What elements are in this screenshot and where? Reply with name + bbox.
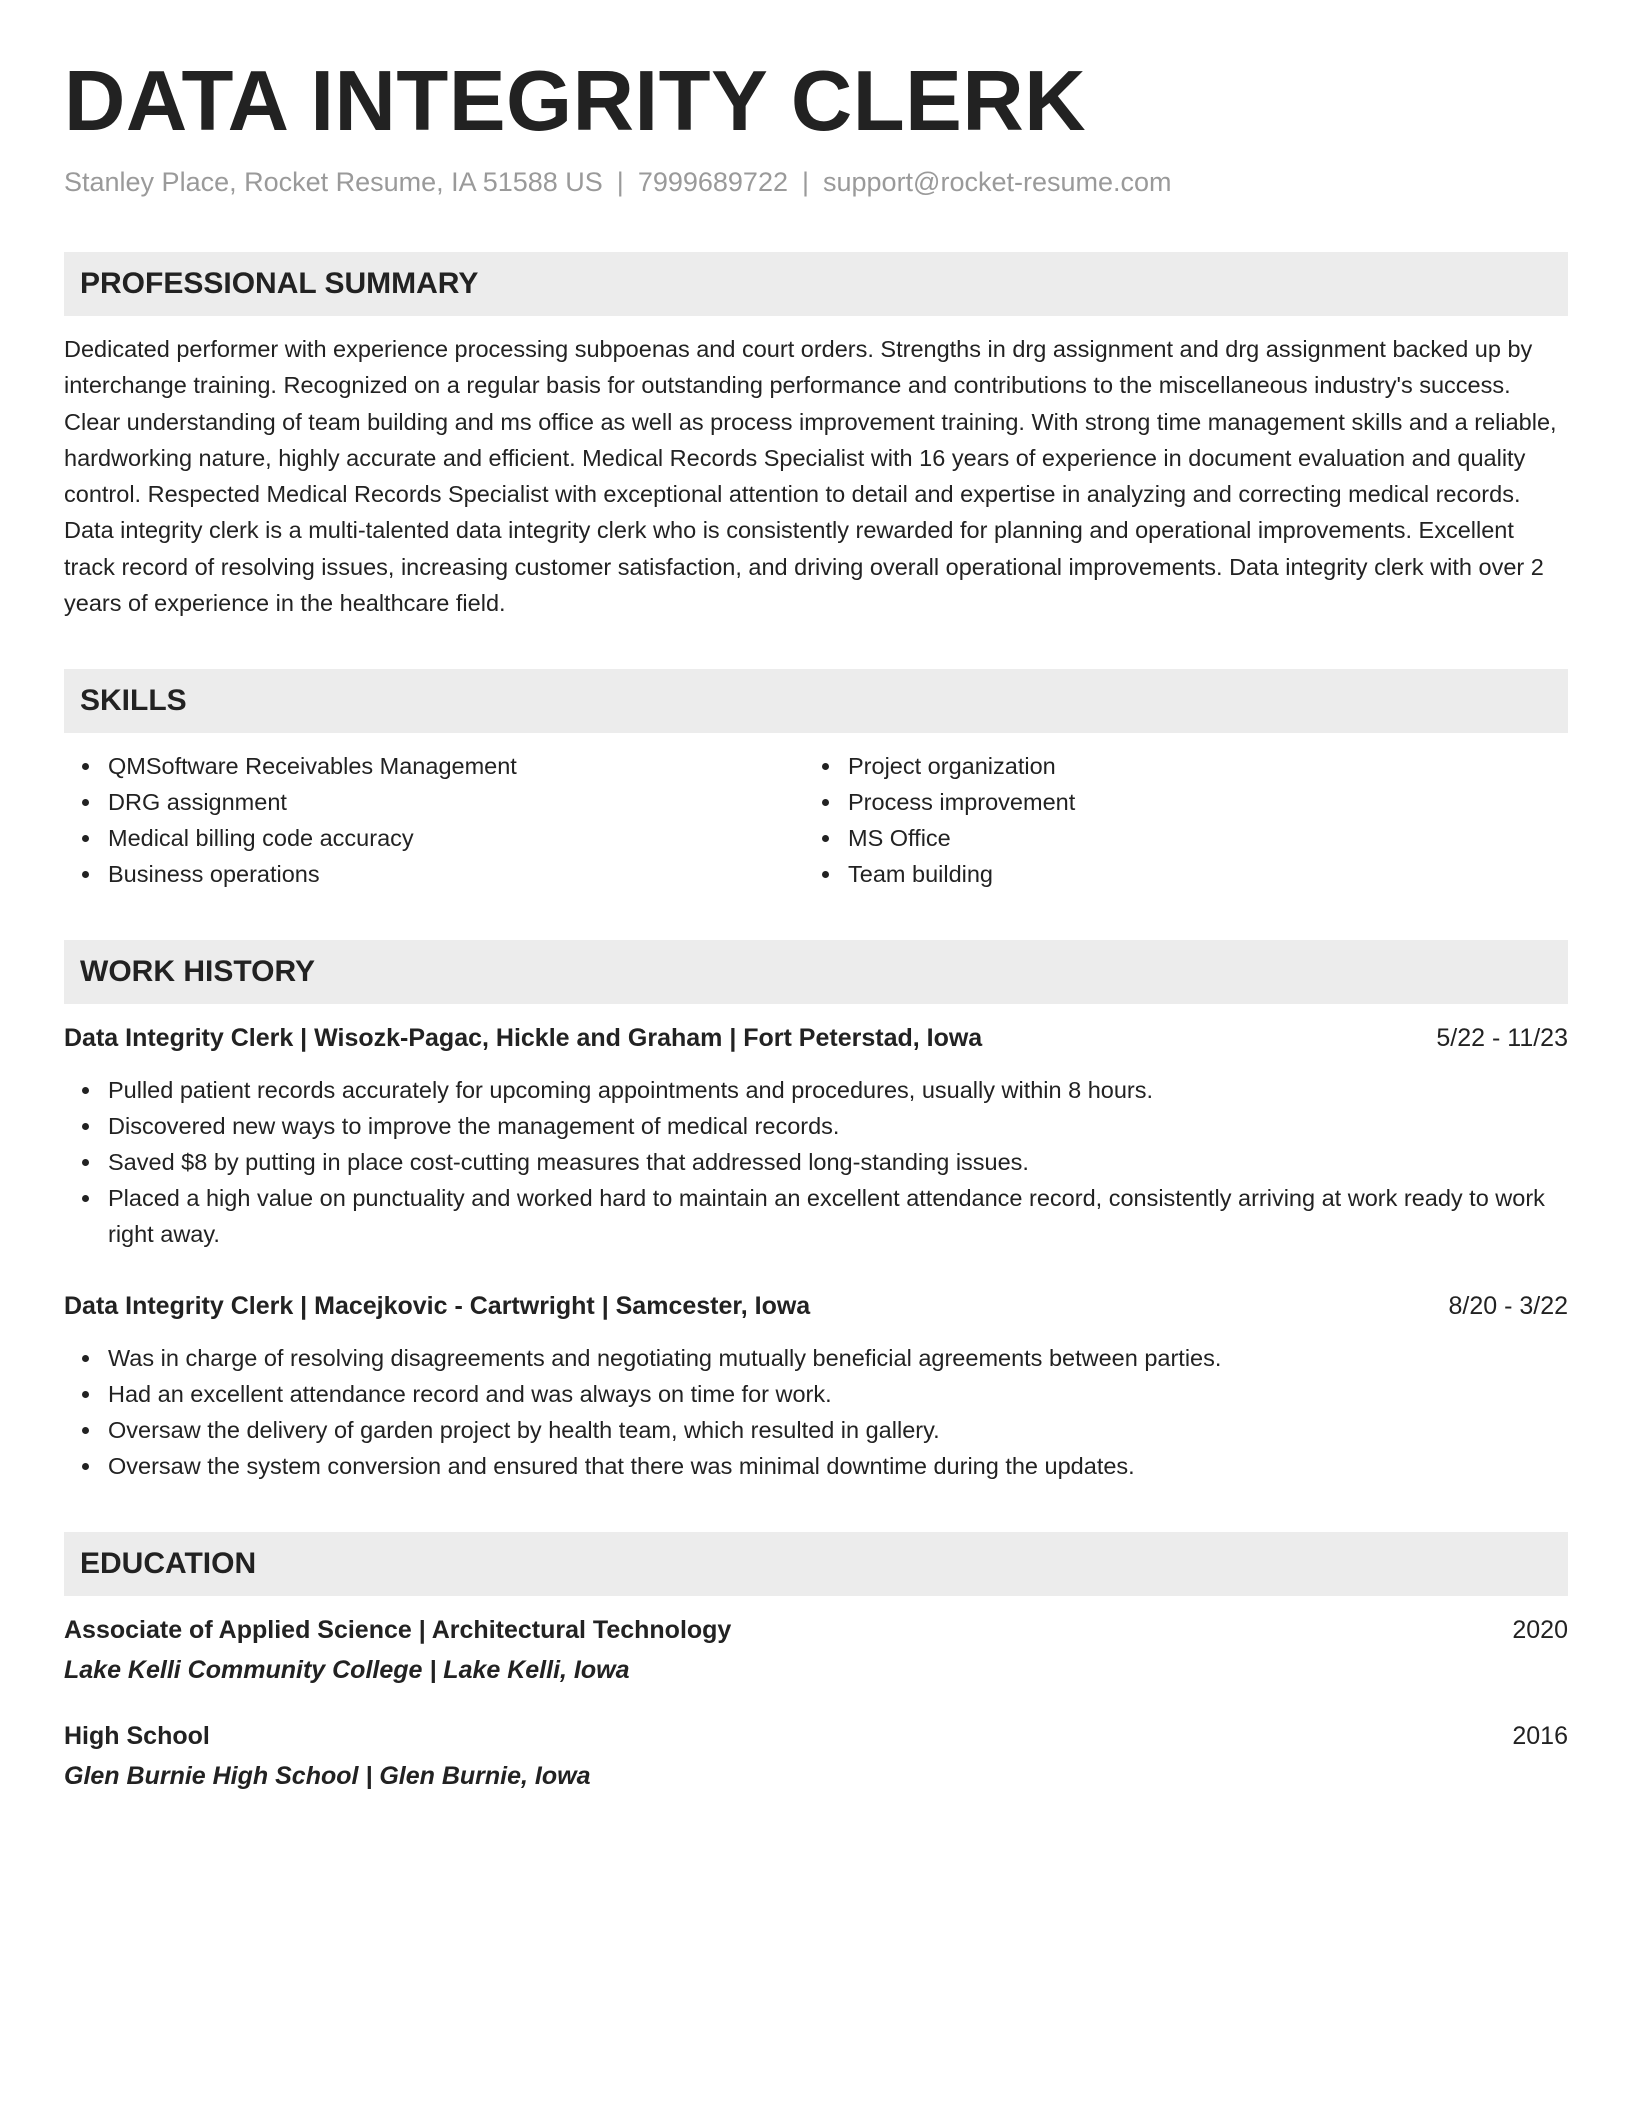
- skills-section-heading: SKILLS: [64, 669, 1568, 733]
- resume-title: DATA INTEGRITY CLERK: [64, 54, 1087, 149]
- education-year: 2020: [1512, 1616, 1568, 1645]
- skill-item: QMSoftware Receivables Management: [64, 748, 804, 784]
- job-bullet: Had an excellent attendance record and was always on time for work.: [64, 1376, 1568, 1412]
- job-bullet: Saved $8 by putting in place cost-cutting measures that addressed long-standing issues.: [64, 1144, 1568, 1180]
- summary-section-heading: PROFESSIONAL SUMMARY: [64, 252, 1568, 316]
- job-entry: [64, 1020, 1568, 1252]
- skill-item: Medical billing code accuracy: [64, 820, 804, 856]
- job-bullets: [64, 1340, 1568, 1484]
- education-school: Lake Kelli Community College | Lake Kelli, Iowa: [64, 1656, 630, 1685]
- contact-email: support@rocket-resume.com: [823, 167, 1172, 197]
- contact-phone: 7999689722: [637, 167, 788, 197]
- skill-item: Process improvement: [804, 784, 1544, 820]
- job-bullet: Pulled patient records accurately for upcoming appointments and procedures, usually within 8 hours.: [64, 1072, 1568, 1108]
- education-school: Glen Burnie High School | Glen Burnie, Iowa: [64, 1762, 591, 1791]
- job-bullet: Was in charge of resolving disagreements and negotiating mutually beneficial agreements between parties.: [64, 1340, 1568, 1376]
- education-header: [64, 1718, 1568, 1754]
- contact-line: [64, 164, 1568, 200]
- skill-item: Business operations: [64, 856, 804, 892]
- skill-item: Team building: [804, 856, 1544, 892]
- job-title: Data Integrity Clerk | Macejkovic - Cartwright | Samcester, Iowa: [64, 1292, 811, 1321]
- job-bullets: [64, 1072, 1568, 1252]
- job-bullet: Discovered new ways to improve the management of medical records.: [64, 1108, 1568, 1144]
- education-section-heading: EDUCATION: [64, 1532, 1568, 1596]
- skill-item: DRG assignment: [64, 784, 804, 820]
- education-entry: [64, 1612, 1568, 1688]
- skills-column-left: [64, 748, 804, 892]
- job-title: Data Integrity Clerk | Wisozk-Pagac, Hickle and Graham | Fort Peterstad, Iowa: [64, 1024, 983, 1053]
- job-bullet: Oversaw the system conversion and ensured that there was minimal downtime during the updates.: [64, 1448, 1568, 1484]
- education-degree: High School: [64, 1722, 210, 1751]
- job-header: [64, 1020, 1568, 1056]
- job-bullet: Oversaw the delivery of garden project by health team, which resulted in gallery.: [64, 1412, 1568, 1448]
- work-section-heading: WORK HISTORY: [64, 940, 1568, 1004]
- contact-separator: |: [801, 167, 809, 197]
- job-dates: 5/22 - 11/23: [1436, 1024, 1568, 1053]
- contact-separator: |: [616, 167, 624, 197]
- education-entry: [64, 1718, 1568, 1794]
- skills-column-right: [804, 748, 1544, 892]
- skill-item: MS Office: [804, 820, 1544, 856]
- job-entry: [64, 1288, 1568, 1484]
- skills-list: [64, 748, 1568, 892]
- education-year: 2016: [1512, 1722, 1568, 1751]
- summary-text: Dedicated performer with experience processing subpoenas and court orders. Strengths in drg assignment and drg assignment backed up by interchange training. Recognized on a regular basis for outstanding performance and contributions to the miscellaneous industry's success. Clear understanding of team building and ms office as well as process improvement training. With strong time management skills and a reliable, hardworking nature, highly accurate and efficient. Medical Records Specialist with 16 years of experience in document evaluation and quality control. Respected Medical Records Specialist with exceptional attention to detail and expertise in analyzing and correcting medical records. Data integrity clerk is a multi-talented data integrity clerk who is consistently rewarded for planning and operational improvements. Excellent track record of resolving issues, increasing customer satisfaction, and driving overall operational improvements. Data integrity clerk with over 2 years of experience in the healthcare field.: [64, 336, 1557, 617]
- job-header: [64, 1288, 1568, 1324]
- job-bullet: Placed a high value on punctuality and worked hard to maintain an excellent attendance record, consistently arriving at work ready to work right away.: [64, 1180, 1568, 1252]
- education-degree: Associate of Applied Science | Architectural Technology: [64, 1616, 732, 1645]
- skill-item: Project organization: [804, 748, 1544, 784]
- job-dates: 8/20 - 3/22: [1448, 1292, 1568, 1321]
- contact-address: Stanley Place, Rocket Resume, IA 51588 US: [64, 167, 603, 197]
- education-header: [64, 1612, 1568, 1648]
